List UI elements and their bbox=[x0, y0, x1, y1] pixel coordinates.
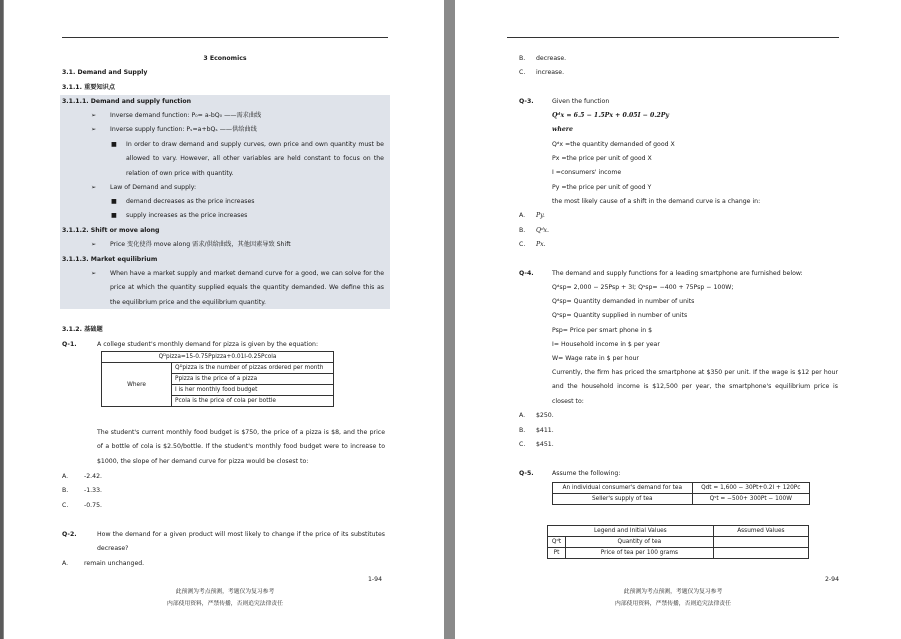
table-cell: Seller's supply of tea bbox=[553, 494, 693, 505]
formula: Qᵈsp= 2,000 − 25Psp + 3I; Qˢsp= −400 + 75Psp − 100W; bbox=[552, 284, 734, 291]
formula: Qᵈx = 6.5 − 1.5Px + 0.05I − 0.2Py bbox=[552, 112, 669, 119]
definition-text: Qᵈsp= Quantity demanded in number of units bbox=[552, 298, 695, 305]
question-text: How the demand for a given product will most likely to change if the price of its substitutes decrease? bbox=[97, 531, 385, 553]
footer-notice: 此预测为考点预测，考题仅为复习参考 bbox=[175, 589, 275, 595]
table-cell: Ppizza is the price of a pizza bbox=[172, 374, 334, 385]
table-cell: Qᴰpizza is the number of pizzas ordered per month bbox=[172, 363, 334, 374]
question-text: Assume the following: bbox=[552, 470, 621, 477]
definition-text: Psp= Price per smart phone in $ bbox=[552, 327, 653, 334]
option-text: Py. bbox=[536, 212, 545, 219]
footer-notice: 内部使用资料，严禁传播，否则追究法律责任 bbox=[615, 601, 731, 607]
question-text: Given the function bbox=[552, 98, 610, 105]
option-text: $451. bbox=[536, 441, 554, 448]
option-text: Px. bbox=[536, 241, 546, 248]
option-text: -0.75. bbox=[84, 502, 102, 509]
option-key: A. bbox=[62, 473, 69, 480]
square-bullet-icon: ■ bbox=[111, 198, 117, 205]
definition-text: Qˢsp= Quantity supplied in number of units bbox=[552, 312, 688, 319]
bullet-paragraph: When have a market supply and market demand curve for a good, we can solve for the price at which the quantity supplied equals the quantity demanded. We define this as the equilibrium price and the equilibrium quantity. bbox=[110, 270, 384, 306]
footer-notice: 内部使用资料，严禁传播，否则追究法律责任 bbox=[167, 601, 283, 607]
bullet-text: Inverse supply function: Pₛ=a+bQₛ ——供给曲线 bbox=[110, 126, 257, 133]
question-body: Currently, the firm has priced the smartphone at $350 per unit. If the wage is $12 per hour and the household income is $12,500 per year, the smartphone's equilibrium price is closest to: bbox=[552, 369, 838, 405]
table-cell: Qᵈt bbox=[548, 537, 566, 548]
bullet-text: demand decreases as the price increases bbox=[126, 198, 255, 205]
square-bullet-icon: ■ bbox=[111, 141, 117, 148]
table-header: Assumed Values bbox=[713, 526, 808, 537]
question-label: Q-4. bbox=[519, 270, 534, 277]
q1-variable-table bbox=[101, 351, 334, 407]
table-cell: Where bbox=[102, 363, 172, 407]
option-text: -1.33. bbox=[84, 487, 102, 494]
option-text: decrease. bbox=[536, 55, 567, 62]
table-cell: Pcola is the price of cola per bottle bbox=[172, 396, 334, 407]
table-cell: Qᴰpizza=15-0.75Ppizza+0.01I-0.25Pcola bbox=[102, 352, 334, 363]
table-cell: Pt bbox=[548, 548, 566, 559]
question-label: Q-5. bbox=[519, 470, 534, 477]
table-cell: Price of tea per 100 grams bbox=[566, 548, 714, 559]
table-cell: Quantity of tea bbox=[566, 537, 714, 548]
definition-text: I =consumers' income bbox=[552, 169, 622, 176]
q5-function-table bbox=[552, 482, 810, 505]
option-key: B. bbox=[519, 427, 526, 434]
option-key: A. bbox=[519, 212, 526, 219]
question-body: The student's current monthly food budget is $750, the price of a pizza is $8, and the price of a bottle of cola is $2.50/bottle. If the student's monthly food budget were to increase to $1000, the slope of her demand curve for pizza would be closest to: bbox=[97, 429, 385, 465]
bullet-text: Law of Demand and supply: bbox=[110, 184, 197, 191]
bullet-text: supply increases as the price increases bbox=[126, 212, 248, 219]
arrow-bullet-icon: ➢ bbox=[91, 184, 97, 191]
question-label: Q-3. bbox=[519, 98, 534, 105]
option-text: Qᵈx. bbox=[536, 227, 550, 234]
question-text: A college student's monthly demand for pizza is given by the equation: bbox=[97, 341, 319, 348]
chapter-title: 3 Economics bbox=[203, 55, 247, 62]
header-rule bbox=[62, 37, 388, 38]
table-cell: Qdt = 1,600 − 30Pt+0.2I + 120Pc bbox=[692, 483, 809, 494]
q5-legend-table bbox=[547, 525, 809, 559]
arrow-bullet-icon: ➢ bbox=[91, 241, 97, 248]
definition-text: W= Wage rate in $ per hour bbox=[552, 355, 639, 362]
option-key: A. bbox=[519, 412, 526, 419]
question-text: the most likely cause of a shift in the demand curve is a change in: bbox=[552, 198, 761, 205]
header-rule bbox=[507, 37, 839, 38]
definition-text: I= Household income in $ per year bbox=[552, 341, 660, 348]
question-label: Q-2. bbox=[62, 531, 77, 538]
arrow-bullet-icon: ➢ bbox=[91, 112, 97, 119]
question-label: Q-1. bbox=[62, 341, 77, 348]
arrow-bullet-icon: ➢ bbox=[91, 126, 97, 133]
where-label: where bbox=[552, 126, 573, 133]
viewer-left-edge bbox=[0, 0, 3, 639]
option-text: -2.42. bbox=[84, 473, 102, 480]
square-bullet-icon: ■ bbox=[111, 212, 117, 219]
bullet-text: Inverse demand function: P₀= a-bQ₀ ——需求曲线 bbox=[110, 112, 262, 119]
option-text: $411. bbox=[536, 427, 554, 434]
page-number: 1-94 bbox=[368, 576, 383, 583]
arrow-bullet-icon: ➢ bbox=[91, 270, 97, 277]
table-cell: An individual consumer's demand for tea bbox=[553, 483, 693, 494]
document-page-1[interactable] bbox=[4, 0, 444, 639]
bullet-paragraph: In order to draw demand and supply curves, own price and own quantity must be allowed to vary. However, all other variables are held constant to focus on the relation of own price with quantity. bbox=[126, 141, 384, 177]
table-cell bbox=[713, 537, 808, 548]
table-cell: I is her monthly food budget bbox=[172, 385, 334, 396]
section-heading: 3.1.2. 基础题 bbox=[62, 326, 103, 333]
section-heading: 3.1. Demand and Supply bbox=[62, 69, 148, 76]
section-heading: 3.1.1.2. Shift or move along bbox=[62, 227, 160, 234]
option-key: B. bbox=[519, 227, 526, 234]
option-text: increase. bbox=[536, 69, 565, 76]
section-heading: 3.1.1. 重要知识点 bbox=[62, 84, 116, 91]
option-key: B. bbox=[62, 487, 69, 494]
bullet-text: Price 变化使得 move along 需求/供给曲线，其他因素导致 Shift bbox=[110, 241, 291, 248]
option-key: C. bbox=[519, 441, 526, 448]
option-key: B. bbox=[519, 55, 526, 62]
page-number: 2-94 bbox=[825, 576, 840, 583]
question-text: The demand and supply functions for a leading smartphone are furnished below: bbox=[552, 270, 803, 277]
option-key: C. bbox=[519, 69, 526, 76]
section-heading: 3.1.1.1. Demand and supply function bbox=[62, 98, 192, 105]
section-heading: 3.1.1.3. Market equilibrium bbox=[62, 256, 158, 263]
footer-notice: 此预测为考点预测，考题仅为复习参考 bbox=[623, 589, 723, 595]
definition-text: Qᵈx =the quantity demanded of good X bbox=[552, 141, 675, 148]
option-key: C. bbox=[519, 241, 526, 248]
document-page-2[interactable] bbox=[455, 0, 901, 639]
definition-text: Py =the price per unit of good Y bbox=[552, 184, 652, 191]
table-cell bbox=[713, 548, 808, 559]
table-header: Legend and Initial Values bbox=[548, 526, 714, 537]
table-cell: Qˢt = −500+ 300Pt − 100W bbox=[692, 494, 809, 505]
option-key: A. bbox=[62, 560, 69, 567]
option-text: $250. bbox=[536, 412, 554, 419]
option-key: C. bbox=[62, 502, 69, 509]
definition-text: Px =the price per unit of good X bbox=[552, 155, 652, 162]
option-text: remain unchanged. bbox=[84, 560, 145, 567]
